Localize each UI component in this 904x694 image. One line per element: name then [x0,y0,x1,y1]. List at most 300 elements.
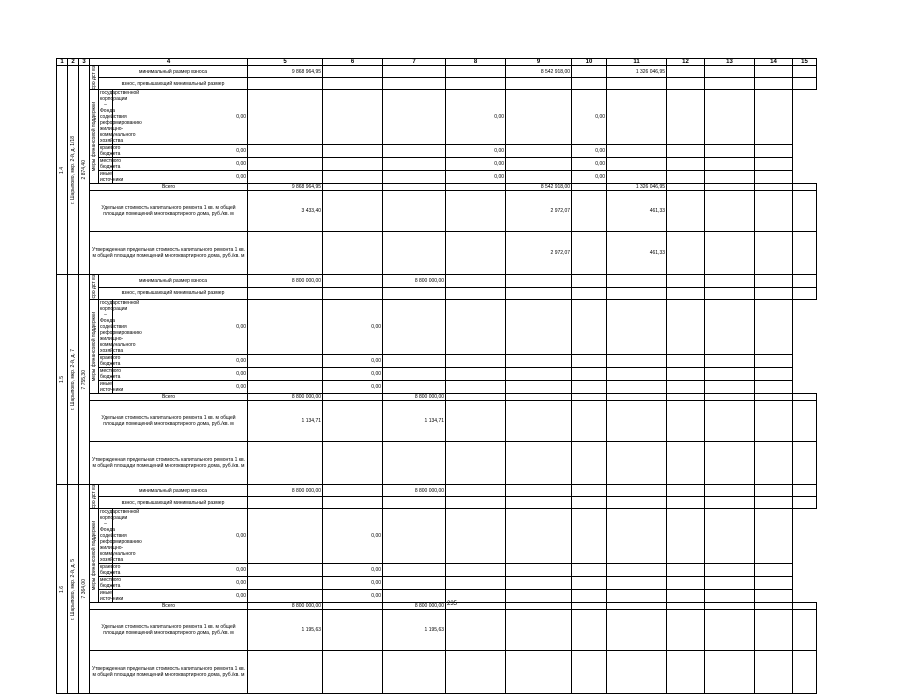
total-row-label: Всего [90,184,248,191]
value-cell [248,441,323,484]
value-cell [755,90,793,145]
value-cell [446,484,506,496]
value-cell [755,299,793,354]
item-number-text: 1.5 [59,376,65,384]
value-cell [248,577,323,590]
value-cell [506,577,572,590]
value-cell: 0,00 [572,171,607,184]
value-cell [705,354,755,367]
value-cell [323,275,383,287]
value-cell: 8 800 000,00 [383,484,446,496]
value-cell [705,275,755,287]
value-cell [755,509,793,564]
approved-cost-row [57,441,817,484]
local-budget-row-label: местного бюджета [100,158,122,171]
value-cell [705,497,755,509]
value-cell: 0,00 [113,299,248,354]
value-cell: 0,00 [572,90,607,145]
value-cell [506,651,572,694]
value-cell [572,393,607,400]
value-cell: 0,00 [113,145,248,158]
value-cell [793,651,817,694]
house-address [68,66,79,275]
value-cell [248,145,323,158]
value-cell [323,232,383,275]
value-cell [607,509,667,564]
min-contribution-row [57,66,817,78]
value-cell: 0,00 [113,577,248,590]
value-cell [793,287,817,299]
value-cell [248,651,323,694]
value-cell: 2 972,07 [506,232,572,275]
gov-corp-row [57,299,817,354]
value-cell [705,299,755,354]
min-contribution-row [57,484,817,496]
value-cell [572,191,607,232]
value-cell [607,90,667,145]
unit-cost-row [57,191,817,232]
value-cell [446,354,506,367]
excess-contribution-row [57,497,817,509]
deadline-label [90,275,99,299]
value-cell [705,191,755,232]
value-cell [383,232,446,275]
value-cell [323,393,383,400]
value-cell [323,90,383,145]
value-cell [506,158,572,171]
value-cell [705,171,755,184]
excess-contribution-row-label: взнос, превышающий минимальный размер [99,78,248,90]
value-cell [755,171,793,184]
value-cell [446,577,506,590]
value-cell [323,484,383,496]
value-cell [667,287,705,299]
regional-budget-row-label: краевого бюджета [100,564,121,577]
total-row-label: Всего [90,603,248,610]
house-address [68,484,79,693]
value-cell: 1 195,63 [248,610,323,651]
excess-contribution-row-label: взнос, превышающий минимальный размер [99,287,248,299]
value-cell [572,577,607,590]
value-cell [572,354,607,367]
value-cell: 461,33 [607,191,667,232]
value-cell [323,184,383,191]
value-cell: 8 800 000,00 [383,603,446,610]
column-header-10: 10 [572,59,607,66]
column-header-13: 13 [705,59,755,66]
value-cell [755,287,793,299]
excess-contribution-row [57,78,817,90]
value-cell [607,577,667,590]
value-cell [667,275,705,287]
value-cell [506,441,572,484]
house-area-text: 7 755,30 [81,369,87,390]
value-cell [446,441,506,484]
value-cell: 0,00 [113,380,248,393]
item-number [57,484,68,693]
value-cell: 8 800 000,00 [383,393,446,400]
value-cell [793,184,817,191]
value-cell [755,393,793,400]
value-cell [572,287,607,299]
value-cell [323,66,383,78]
value-cell [446,66,506,78]
value-cell [572,66,607,78]
approved-cost-row-label: Утвержденная предельная стоимость капитального ремонта 1 кв. м общей площади помещений многоквартирного дома, руб./кв. м [90,441,248,484]
value-cell: 0,00 [446,158,506,171]
deadline-label-text: сро дст вз [91,66,97,90]
value-cell [446,184,506,191]
value-cell [667,184,705,191]
value-cell [607,393,667,400]
value-cell: 0,00 [446,171,506,184]
value-cell [248,299,323,354]
value-cell: 0,00 [113,564,248,577]
item-number-text: 1.6 [59,585,65,593]
value-cell [248,158,323,171]
value-cell [383,78,446,90]
value-cell [705,610,755,651]
value-cell [755,497,793,509]
column-header-11: 11 [607,59,667,66]
regional-budget-row [57,354,817,367]
capital-repair-table [56,58,817,694]
value-cell [667,367,705,380]
value-cell [446,509,506,564]
value-cell [667,610,705,651]
local-budget-row [57,367,817,380]
gov-corp-row-label: государственной корпорации – Фонда содействия реформированию жилищно-коммунального хозяйства [100,90,142,145]
value-cell [572,497,607,509]
value-cell [572,484,607,496]
value-cell [572,441,607,484]
value-cell [607,497,667,509]
value-cell: 8 542 918,00 [506,66,572,78]
value-cell [383,441,446,484]
unit-cost-row [57,400,817,441]
gov-corp-row-label: государственной корпорации – Фонда содействия реформированию жилищно-коммунального хозяйства [100,509,142,564]
value-cell: 0,00 [446,90,506,145]
value-cell: 0,00 [323,564,383,577]
value-cell [383,184,446,191]
value-cell: 9 868 964,95 [248,66,323,78]
excess-contribution-row-label: взнос, превышающий минимальный размер [99,497,248,509]
value-cell [383,651,446,694]
value-cell [383,90,446,145]
page-number: 235 [446,601,457,607]
value-cell: 8 800 000,00 [248,393,323,400]
value-cell [607,354,667,367]
value-cell [607,484,667,496]
value-cell: 0,00 [323,354,383,367]
column-header-6: 6 [323,59,383,66]
value-cell [755,651,793,694]
value-cell [506,367,572,380]
deadline-label [90,484,99,508]
value-cell [755,577,793,590]
value-cell [793,232,817,275]
value-cell [667,400,705,441]
value-cell [705,367,755,380]
approved-cost-row [57,232,817,275]
house-address-text: г. Шарыпово, мкр. 2-й, д. 1/18 [70,136,76,205]
value-cell [572,610,607,651]
value-cell: 8 542 918,00 [506,184,572,191]
value-cell [755,484,793,496]
value-cell: 1 134,71 [248,400,323,441]
value-cell [323,400,383,441]
value-cell [755,367,793,380]
value-cell [323,651,383,694]
value-cell [248,509,323,564]
value-cell: 0,00 [323,590,383,603]
value-cell [667,354,705,367]
house-address-text: г. Шарыпово, мкр. 2-й, д. 5 [70,558,76,620]
value-cell: 1 134,71 [383,400,446,441]
item-number [57,275,68,484]
value-cell [705,232,755,275]
value-cell [506,484,572,496]
value-cell [323,287,383,299]
total-row-label: Всего [90,393,248,400]
other-sources-row [57,171,817,184]
value-cell [705,441,755,484]
support-measures-label-text: меры финансовой поддержки [91,521,97,591]
gov-corp-row [57,509,817,564]
value-cell [755,78,793,90]
value-cell [755,610,793,651]
value-cell [705,564,755,577]
value-cell [248,380,323,393]
value-cell [506,90,572,145]
value-cell [446,299,506,354]
value-cell [383,191,446,232]
value-cell [506,299,572,354]
value-cell [607,441,667,484]
value-cell: 0,00 [113,90,248,145]
other-sources-row-label: иные источники [100,380,124,393]
value-cell [446,191,506,232]
other-sources-row-label: иные источники [100,171,124,184]
column-header-2: 2 [68,59,79,66]
house-area [79,484,90,693]
unit-cost-row [57,610,817,651]
gov-corp-row-label: государственной корпорации – Фонда содействия реформированию жилищно-коммунального хозяйства [100,299,142,354]
value-cell [323,191,383,232]
value-cell [506,354,572,367]
value-cell [755,191,793,232]
value-cell [667,484,705,496]
value-cell [446,275,506,287]
value-cell [323,145,383,158]
value-cell [506,380,572,393]
value-cell [793,393,817,400]
value-cell: 0,00 [113,509,248,564]
value-cell: 9 868 964,95 [248,184,323,191]
column-header-8: 8 [446,59,506,66]
value-cell [446,232,506,275]
value-cell [383,380,446,393]
value-cell [572,400,607,441]
unit-cost-row-label: Удельная стоимость капитального ремонта 1 кв. м общей площади помещений многоквартирного дома, руб./кв. м [90,610,248,651]
value-cell [667,232,705,275]
value-cell [705,90,755,145]
value-cell [446,78,506,90]
value-cell [705,484,755,496]
value-cell [248,232,323,275]
value-cell [667,380,705,393]
value-cell [248,367,323,380]
value-cell [383,564,446,577]
regional-budget-row-label: краевого бюджета [100,354,121,367]
value-cell [506,497,572,509]
value-cell [383,66,446,78]
value-cell [572,509,607,564]
value-cell [572,78,607,90]
value-cell [446,367,506,380]
total-row [57,393,817,400]
other-sources-row-label: иные источники [100,590,124,603]
value-cell: 0,00 [113,171,248,184]
support-measures-label-text: меры финансовой поддержки [91,311,97,381]
value-cell [793,191,817,232]
value-cell [383,577,446,590]
value-cell: 8 800 000,00 [248,275,323,287]
value-cell [383,509,446,564]
value-cell [755,441,793,484]
house-area-text: 7 364,00 [81,579,87,599]
support-measures-label [90,299,99,393]
regional-budget-row [57,145,817,158]
value-cell [607,299,667,354]
column-header-3: 3 [79,59,90,66]
value-cell [383,287,446,299]
value-cell [446,564,506,577]
value-cell: 1 195,63 [383,610,446,651]
min-contribution-row-label: минимальный размер взноса [99,484,248,496]
value-cell [705,66,755,78]
value-cell [607,145,667,158]
house-address [68,275,79,484]
value-cell [248,497,323,509]
value-cell: 0,00 [323,509,383,564]
value-cell [506,78,572,90]
value-cell [755,354,793,367]
value-cell [506,509,572,564]
value-cell [705,158,755,171]
value-cell [446,497,506,509]
min-contribution-row [57,275,817,287]
value-cell [506,171,572,184]
column-header-row [57,59,817,66]
value-cell [383,171,446,184]
column-header-4: 4 [90,59,248,66]
support-measures-label-text: меры финансовой поддержки [91,102,97,172]
value-cell [607,275,667,287]
value-cell [667,497,705,509]
value-cell [793,66,817,78]
value-cell [705,145,755,158]
other-sources-row [57,380,817,393]
value-cell: 8 800 000,00 [248,603,323,610]
value-cell [705,78,755,90]
value-cell: 0,00 [323,367,383,380]
value-cell [667,441,705,484]
column-header-1: 1 [57,59,68,66]
value-cell: 1 326 046,95 [607,66,667,78]
column-header-15: 15 [793,59,817,66]
value-cell [506,564,572,577]
value-cell [323,610,383,651]
value-cell: 0,00 [113,590,248,603]
value-cell [705,651,755,694]
value-cell [705,287,755,299]
value-cell [323,78,383,90]
value-cell [383,158,446,171]
value-cell [667,299,705,354]
house-address-text: г. Шарыпово, мкр. 2-й, д. 7 [70,349,76,411]
value-cell [248,564,323,577]
value-cell [705,577,755,590]
excess-contribution-row [57,287,817,299]
value-cell [705,400,755,441]
value-cell: 3 433,40 [248,191,323,232]
value-cell [506,275,572,287]
unit-cost-row-label: Удельная стоимость капитального ремонта 1 кв. м общей площади помещений многоквартирного дома, руб./кв. м [90,400,248,441]
value-cell: 0,00 [323,380,383,393]
value-cell [446,393,506,400]
value-cell [667,191,705,232]
value-cell [607,287,667,299]
value-cell [667,393,705,400]
value-cell [705,380,755,393]
value-cell [793,275,817,287]
value-cell [248,171,323,184]
value-cell [383,367,446,380]
value-cell: 461,33 [607,232,667,275]
value-cell [383,497,446,509]
value-cell [705,393,755,400]
value-cell [755,158,793,171]
value-cell [667,78,705,90]
value-cell: 0,00 [113,354,248,367]
support-measures-label [90,90,99,184]
column-header-14: 14 [755,59,793,66]
value-cell [506,145,572,158]
value-cell: 0,00 [446,145,506,158]
value-cell [248,354,323,367]
value-cell [755,380,793,393]
value-cell [572,275,607,287]
value-cell: 8 800 000,00 [248,484,323,496]
deadline-label [90,66,99,90]
local-budget-row-label: местного бюджета [100,367,122,380]
value-cell [506,400,572,441]
local-budget-row-label: местного бюджета [100,577,122,590]
value-cell [667,90,705,145]
value-cell [667,171,705,184]
value-cell [755,232,793,275]
value-cell [667,509,705,564]
value-cell [667,158,705,171]
regional-budget-row-label: краевого бюджета [100,145,121,158]
value-cell [506,393,572,400]
value-cell [383,145,446,158]
value-cell [755,400,793,441]
value-cell [755,564,793,577]
local-budget-row [57,577,817,590]
approved-cost-row [57,651,817,694]
